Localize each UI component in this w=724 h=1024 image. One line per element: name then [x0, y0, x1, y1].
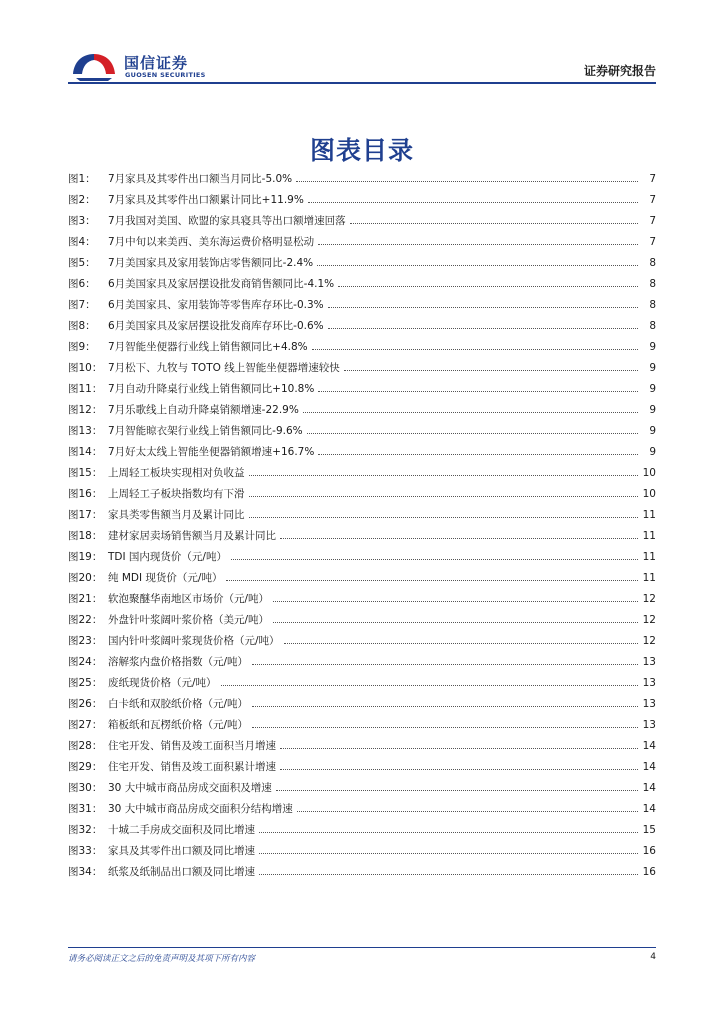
toc-figure-number: 图19： [68, 551, 103, 563]
toc-figure-title: 7月美国家具及家用装饰店零售额同比-2.4% [108, 257, 314, 269]
toc-entry[interactable] [68, 463, 656, 484]
toc-entry[interactable] [68, 526, 656, 547]
toc-entry[interactable] [68, 505, 656, 526]
toc-entry[interactable] [68, 400, 656, 421]
toc-figure-number: 图15： [68, 467, 103, 479]
toc-dot-leader [312, 349, 638, 350]
toc-dot-leader [280, 769, 638, 770]
toc-entry[interactable] [68, 652, 656, 673]
toc-page-number: 9 [649, 341, 656, 353]
toc-figure-title: 7月智能晾衣架行业线上销售额同比-9.6% [108, 425, 303, 437]
toc-dot-leader [284, 643, 638, 644]
header-divider [68, 82, 656, 84]
toc-figure-number: 图10： [68, 362, 103, 374]
toc-figure-number: 图16： [68, 488, 103, 500]
toc-entry[interactable] [68, 253, 656, 274]
toc-figure-title: 30 大中城市商品房成交面积及增速 [108, 782, 272, 794]
toc-page-number: 10 [642, 467, 656, 479]
toc-figure-title: 7月好太太线上智能坐便器销额增速+16.7% [108, 446, 315, 458]
toc-figure-number: 图8： [68, 320, 96, 332]
toc-page-number: 15 [642, 824, 656, 836]
toc-entry[interactable] [68, 610, 656, 631]
toc-entry[interactable] [68, 484, 656, 505]
toc-entry[interactable] [68, 442, 656, 463]
toc-figure-title: 30 大中城市商品房成交面积分结构增速 [108, 803, 293, 815]
toc-page-number: 7 [649, 194, 656, 206]
toc-figure-number: 图24： [68, 656, 103, 668]
toc-figure-number: 图5： [68, 257, 96, 269]
toc-entry[interactable] [68, 358, 656, 379]
toc-dot-leader [318, 244, 638, 245]
toc-page-number: 7 [649, 173, 656, 185]
toc-page-number: 9 [649, 425, 656, 437]
toc-dot-leader [252, 664, 638, 665]
toc-dot-leader [280, 538, 638, 539]
toc-figure-title: 6月美国家具、家用装饰等零售库存环比-0.3% [108, 299, 324, 311]
toc-dot-leader [344, 370, 638, 371]
toc-dot-leader [317, 265, 638, 266]
toc-dot-leader [338, 286, 638, 287]
toc-figure-title: 家具及其零件出口额及同比增速 [108, 845, 255, 857]
toc-figure-title: TDI 国内现货价（元/吨） [108, 551, 227, 563]
guosen-logo-icon [68, 50, 120, 82]
toc-figure-number: 图7： [68, 299, 96, 311]
toc-page-number: 16 [642, 866, 656, 878]
toc-figure-title: 6月美国家具及家居摆设批发商销售额同比-4.1% [108, 278, 335, 290]
toc-dot-leader [249, 475, 639, 476]
toc-page-number: 9 [649, 404, 656, 416]
toc-page-number: 11 [642, 572, 656, 584]
toc-entry[interactable] [68, 631, 656, 652]
toc-dot-leader [328, 307, 638, 308]
toc-figure-title: 7月松下、九牧与 TOTO 线上智能坐便器增速较快 [108, 362, 340, 374]
toc-figure-title: 国内针叶浆阔叶浆现货价格（元/吨） [108, 635, 280, 647]
toc-page-number: 11 [642, 551, 656, 563]
toc-page-number: 12 [642, 635, 656, 647]
toc-dot-leader [221, 685, 638, 686]
toc-entry[interactable] [68, 673, 656, 694]
toc-figure-number: 图6： [68, 278, 96, 290]
logo-chinese-name: 国信证券 [124, 54, 189, 72]
toc-dot-leader [249, 496, 639, 497]
toc-figure-number: 图20： [68, 572, 103, 584]
toc-figure-number: 图32： [68, 824, 103, 836]
toc-dot-leader [226, 580, 638, 581]
toc-figure-title: 7月中旬以来美西、美东海运费价格明显松动 [108, 236, 315, 248]
toc-dot-leader [318, 454, 638, 455]
toc-entry[interactable] [68, 169, 656, 190]
toc-dot-leader [259, 853, 638, 854]
toc-dot-leader [252, 727, 638, 728]
toc-figure-number: 图9： [68, 341, 96, 353]
toc-page-number: 16 [642, 845, 656, 857]
toc-entry[interactable] [68, 589, 656, 610]
toc-figure-title: 7月自动升降桌行业线上销售额同比+10.8% [108, 383, 315, 395]
toc-figure-title: 溶解浆内盘价格指数（元/吨） [108, 656, 249, 668]
toc-figure-number: 图25： [68, 677, 103, 689]
toc-entry[interactable] [68, 862, 656, 883]
toc-dot-leader [318, 391, 638, 392]
toc-figure-number: 图29： [68, 761, 103, 773]
toc-dot-leader [276, 790, 638, 791]
toc-entry[interactable] [68, 757, 656, 778]
toc-page-number: 8 [649, 257, 656, 269]
toc-entry[interactable] [68, 379, 656, 400]
toc-figure-number: 图21： [68, 593, 103, 605]
toc-dot-leader [280, 748, 638, 749]
toc-figure-number: 图17： [68, 509, 103, 521]
toc-page-number: 8 [649, 320, 656, 332]
toc-figure-title: 十城二手房成交面积及同比增速 [108, 824, 255, 836]
toc-entry[interactable] [68, 190, 656, 211]
toc-entry[interactable] [68, 232, 656, 253]
toc-dot-leader [308, 202, 638, 203]
toc-dot-leader [297, 811, 638, 812]
toc-figure-title: 箱板纸和瓦楞纸价格（元/吨） [108, 719, 249, 731]
report-type-label: 证券研究报告 [583, 64, 656, 78]
toc-figure-title: 纯 MDI 现货价（元/吨） [108, 572, 223, 584]
toc-entry[interactable] [68, 337, 656, 358]
toc-entry[interactable] [68, 778, 656, 799]
toc-figure-title: 上周轻工子板块指数均有下滑 [108, 488, 245, 500]
toc-page-number: 13 [642, 656, 656, 668]
toc-entry[interactable] [68, 568, 656, 589]
toc-entry[interactable] [68, 547, 656, 568]
toc-figure-title: 7月智能坐便器行业线上销售额同比+4.8% [108, 341, 308, 353]
toc-figure-number: 图13： [68, 425, 103, 437]
toc-figure-number: 图28： [68, 740, 103, 752]
toc-figure-title: 7月家具及其零件出口额累计同比+11.9% [108, 194, 304, 206]
toc-figure-number: 图23： [68, 635, 103, 647]
toc-figure-number: 图1： [68, 173, 96, 185]
toc-figure-number: 图18： [68, 530, 103, 542]
toc-figure-title: 上周轻工板块实现相对负收益 [108, 467, 245, 479]
toc-figure-title: 纸浆及纸制品出口额及同比增速 [108, 866, 255, 878]
toc-figure-title: 软泡聚醚华南地区市场价（元/吨） [108, 593, 270, 605]
toc-page-number: 8 [649, 278, 656, 290]
toc-page-number: 13 [642, 677, 656, 689]
page-header [68, 48, 656, 84]
toc-figure-number: 图2： [68, 194, 96, 206]
page-number: 4 [650, 952, 656, 962]
toc-dot-leader [273, 601, 638, 602]
footer-divider [68, 947, 656, 948]
toc-dot-leader [252, 706, 638, 707]
toc-figure-number: 图4： [68, 236, 96, 248]
toc-entry[interactable] [68, 820, 656, 841]
toc-figure-title: 建材家居卖场销售额当月及累计同比 [108, 530, 276, 542]
toc-dot-leader [273, 622, 638, 623]
toc-dot-leader [307, 433, 638, 434]
toc-page-number: 9 [649, 446, 656, 458]
toc-figure-title: 7月家具及其零件出口额当月同比-5.0% [108, 173, 293, 185]
toc-page-number: 13 [642, 698, 656, 710]
toc-page-number: 7 [649, 215, 656, 227]
toc-figure-title: 6月美国家具及家居摆设批发商库存环比-0.6% [108, 320, 324, 332]
toc-figure-number: 图33： [68, 845, 103, 857]
toc-dot-leader [328, 328, 638, 329]
toc-entry[interactable] [68, 211, 656, 232]
toc-figure-number: 图12： [68, 404, 103, 416]
toc-figure-number: 图30： [68, 782, 103, 794]
toc-page-number: 11 [642, 509, 656, 521]
toc-page-number: 14 [642, 740, 656, 752]
toc-figure-title: 7月我国对美国、欧盟的家具寝具等出口额增速回落 [108, 215, 346, 227]
toc-page-number: 14 [642, 803, 656, 815]
toc-page-number: 10 [642, 488, 656, 500]
toc-entry[interactable] [68, 274, 656, 295]
toc-page-number: 12 [642, 593, 656, 605]
toc-figure-number: 图22： [68, 614, 103, 626]
toc-figure-number: 图34： [68, 866, 103, 878]
figure-table-of-contents [68, 169, 656, 883]
toc-dot-leader [350, 223, 638, 224]
toc-entry[interactable] [68, 421, 656, 442]
toc-page-number: 11 [642, 530, 656, 542]
toc-figure-title: 废纸现货价格（元/吨） [108, 677, 217, 689]
toc-page-number: 9 [649, 383, 656, 395]
toc-figure-title: 7月乐歌线上自动升降桌销额增速-22.9% [108, 404, 299, 416]
toc-page-number: 9 [649, 362, 656, 374]
toc-figure-title: 白卡纸和双胶纸价格（元/吨） [108, 698, 249, 710]
toc-figure-title: 住宅开发、销售及竣工面积当月增速 [108, 740, 276, 752]
page-title: 图表目录 [309, 135, 414, 165]
toc-dot-leader [231, 559, 638, 560]
toc-figure-number: 图31： [68, 803, 103, 815]
toc-entry[interactable] [68, 316, 656, 337]
toc-figure-title: 住宅开发、销售及竣工面积累计增速 [108, 761, 276, 773]
toc-figure-number: 图27： [68, 719, 103, 731]
toc-figure-title: 外盘针叶浆阔叶浆价格（美元/吨） [108, 614, 270, 626]
toc-dot-leader [259, 832, 638, 833]
toc-figure-title: 家具类零售额当月及累计同比 [108, 509, 245, 521]
toc-page-number: 14 [642, 761, 656, 773]
toc-entry[interactable] [68, 799, 656, 820]
footer-disclaimer: 请务必阅读正文之后的免责声明及其项下所有内容 [68, 954, 256, 964]
toc-figure-number: 图14： [68, 446, 103, 458]
toc-entry[interactable] [68, 736, 656, 757]
toc-dot-leader [303, 412, 638, 413]
toc-entry[interactable] [68, 715, 656, 736]
toc-page-number: 8 [649, 299, 656, 311]
toc-dot-leader [249, 517, 639, 518]
toc-entry[interactable] [68, 295, 656, 316]
toc-dot-leader [296, 181, 638, 182]
toc-page-number: 7 [649, 236, 656, 248]
toc-page-number: 14 [642, 782, 656, 794]
logo-english-name: GUOSEN SECURITIES [125, 71, 206, 79]
toc-figure-number: 图3： [68, 215, 96, 227]
toc-dot-leader [259, 874, 638, 875]
toc-entry[interactable] [68, 841, 656, 862]
toc-entry[interactable] [68, 694, 656, 715]
toc-page-number: 13 [642, 719, 656, 731]
toc-figure-number: 图26： [68, 698, 103, 710]
toc-page-number: 12 [642, 614, 656, 626]
toc-figure-number: 图11： [68, 383, 103, 395]
